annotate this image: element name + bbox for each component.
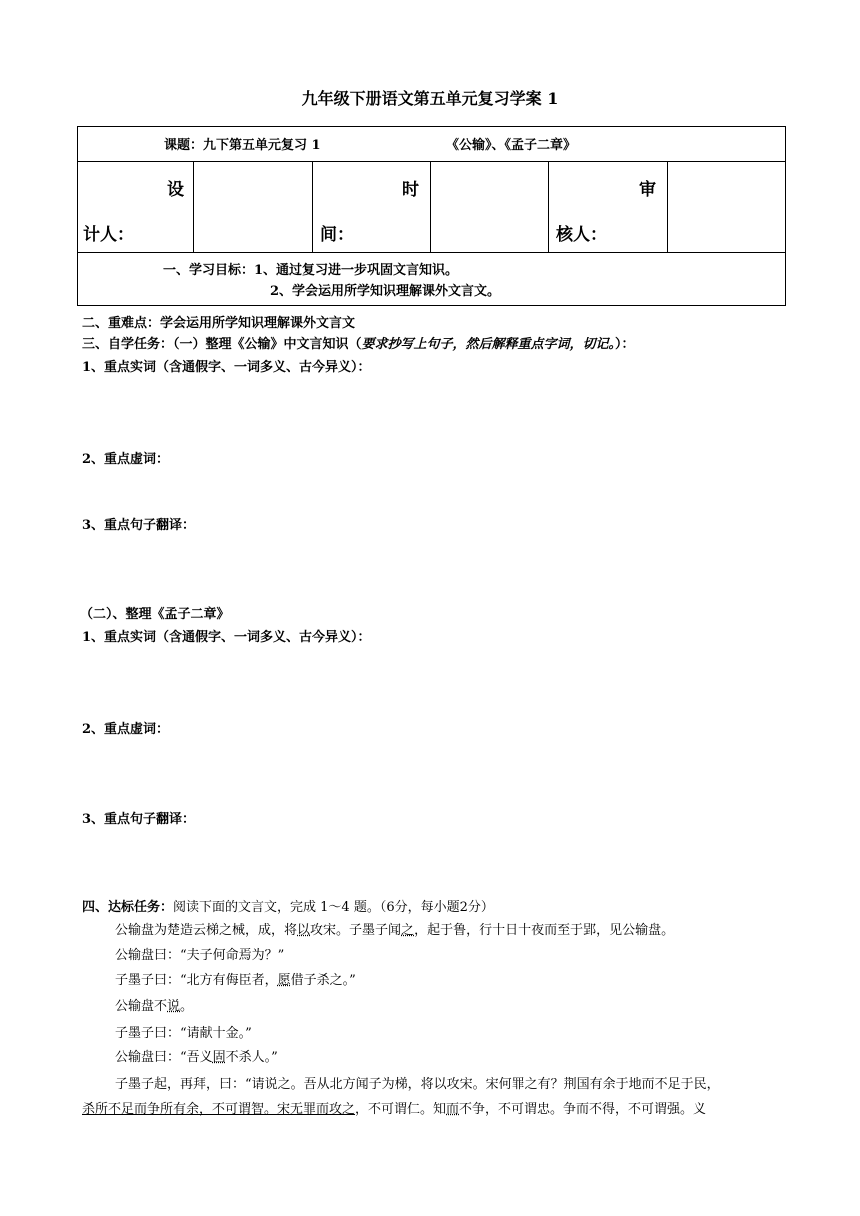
passage-underlined-sentence: 杀所不足而争所有余，不可谓智。宋无罪而攻之 [82,1102,356,1117]
passage-dotted-word: 愿 [277,973,291,988]
part2-item-function-words: 2、重点虚词： [82,722,170,737]
reviewer-label-bottom: 核人： [556,225,607,245]
table-divider [430,161,431,252]
header-table [77,126,786,306]
passage-line: 公输盘曰：“夫子何命焉为？” [115,948,285,963]
passage-text: 公输盘为楚造云梯之械，成，将 [115,923,298,938]
passage-line: 子墨子曰：“请献十金。” [115,1026,252,1041]
passage-text: 借子杀之。” [290,973,356,988]
passage-line [82,1098,706,1117]
task-instruction: 阅读下面的文言文，完成 1～4 题。（6分，每小题2分） [173,900,494,915]
table-divider [78,161,785,162]
passage-text: ，不可谓仁。知 [355,1102,447,1117]
passage-text: ，起于鲁，行十日十夜而至于郢，见公输盘。 [414,923,675,938]
reviewer-label-top: 审 [639,180,656,200]
task-heading [82,896,494,915]
passage-dotted-word: 之 [401,923,415,938]
table-divider [78,252,785,253]
passage-dotted-word: 说 [167,999,181,1014]
topic-texts: 《公输》、《孟子二章》 [446,138,577,153]
topic-label: 课题：九下第五单元复习 1 [164,138,321,153]
passage-text: 。 [180,999,194,1014]
passage-text: 公输盘不 [115,999,168,1014]
document-title: 九年级下册语文第五单元复习学案 1 [301,89,559,108]
self-study-heading [82,333,635,352]
key-points: 二、重难点：学会运用所学知识理解课外文言文 [82,316,356,331]
passage-text: 公输盘曰：“吾义 [115,1050,213,1065]
passage-dotted-word: 固 [212,1050,226,1065]
part2-item-content-words: 1、重点实词（含通假字、一词多义、古今异义）： [82,630,371,645]
self-study-suffix: ）： [615,337,635,352]
table-divider [667,161,668,252]
passage-line [115,969,356,988]
passage-line: 子墨子起，再拜，曰：“请说之。吾从北方闻子为梯，将以攻宋。宋何罪之有？荆国有余于地而不足于民， [115,1077,720,1092]
designer-label-bottom: 计人： [83,225,134,245]
table-divider [312,161,313,252]
table-divider [548,161,549,252]
time-label-bottom: 间： [320,225,354,245]
task-label: 四、达标任务： [82,900,174,915]
learning-goal-2: 2、学会运用所学知识理解课外文言文。 [270,284,501,299]
designer-label-top: 设 [167,180,184,200]
passage-text: 子墨子曰：“北方有侮臣者， [115,973,278,988]
passage-text: 不争，不可谓忠。争而不得，不可谓强。义 [459,1102,707,1117]
passage-line [115,1046,278,1065]
self-study-prefix: 三、自学任务：（一）整理《公输》中文言知识（ [82,337,362,352]
time-label-top: 时 [402,180,419,200]
passage-line [115,919,674,938]
part1-item-translation: 3、重点句子翻译： [82,518,196,533]
passage-text: 攻宋。子墨子闻 [310,923,402,938]
passage-dotted-word: 以 [297,923,311,938]
self-study-note: 要求抄写上句子，然后解释重点字词，切记。 [361,337,616,352]
part1-item-function-words: 2、重点虚词： [82,452,170,467]
passage-text: 不杀人。” [225,1050,278,1065]
part1-item-content-words: 1、重点实词（含通假字、一词多义、古今异义）： [82,360,371,375]
passage-line [115,995,193,1014]
table-divider [193,161,194,252]
part2-title: （二）、整理《孟子二章》 [80,607,230,622]
passage-dotted-word: 而 [446,1102,460,1117]
learning-goal-1: 一、学习目标：1、通过复习进一步巩固文言知识。 [163,263,459,278]
part2-item-translation: 3、重点句子翻译： [82,812,196,827]
